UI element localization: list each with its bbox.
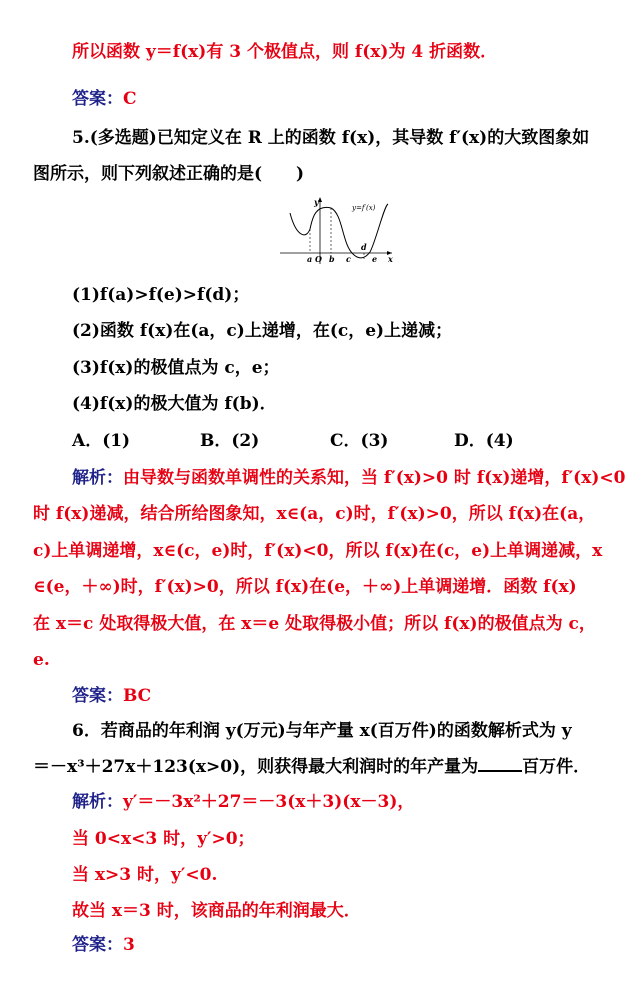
y-axis-label: y <box>314 197 319 207</box>
x-axis-label: x <box>388 254 393 264</box>
analysis-1-line4: ∈(e，＋∞)时，f′(x)>0，所以 f(x)在(e，＋∞)上单调递增．函数 f(x) <box>33 577 577 597</box>
analysis-label: 解析： <box>72 792 123 812</box>
answer-blank <box>478 754 522 772</box>
analysis-2-line1 <box>72 790 414 814</box>
analysis-1-line2: 时 f(x)递减，结合所给图象知，x∈(a，c)时，f′(x)>0，所以 f(x)在(a， <box>33 504 596 524</box>
q6-text: ＝－x³＋27x＋123(x>0)，则获得最大利润时的年产量为 <box>33 757 479 777</box>
point-b-label: b <box>329 254 335 264</box>
analysis-2-line4: 故当 x＝3 时，该商品的年利润最大． <box>72 901 361 921</box>
q5-line2: 图所示，则下列叙述正确的是( ) <box>33 164 305 184</box>
point-d-label: d <box>361 242 367 252</box>
analysis-1-line5: 在 x＝c 处取得极大值，在 x＝e 处取得极小值；所以 f(x)的极值点为 c， <box>33 614 596 634</box>
line-conclusion: 所以函数 y＝f(x)有 3 个极值点，则 f(x)为 4 折函数． <box>72 42 498 62</box>
point-a-label: a <box>307 254 313 264</box>
option-c: C．(3) <box>330 431 389 451</box>
analysis-1-line1 <box>72 466 625 490</box>
analysis-1-line3: c)上单调递增，x∈(c，e)时，f′(x)<0，所以 f(x)在(c，e)上单调递减，x <box>33 541 603 561</box>
answer-value: BC <box>123 686 152 706</box>
analysis-2-line3: 当 x>3 时，y′<0. <box>72 865 218 885</box>
q5-line1: 5.(多选题)已知定义在 R 上的函数 f(x)，其导数 f′(x)的大致图象如 <box>72 128 590 148</box>
q6-line1: 6．若商品的年利润 y(万元)与年产量 x(百万件)的函数解析式为 y <box>72 721 572 741</box>
q6-line2 <box>33 754 590 779</box>
answer-value: 3 <box>123 935 135 955</box>
answer-3 <box>72 933 135 957</box>
origin-label: O <box>315 254 322 264</box>
option-a: A．(1) <box>72 431 131 451</box>
point-e-label: e <box>372 254 378 264</box>
statement-2: (2)函数 f(x)在(a，c)上递增，在(c，e)上递减； <box>72 321 453 341</box>
q6-unit: 百万件． <box>522 757 591 777</box>
statement-1: (1)f(a)>f(e)>f(d)； <box>72 285 250 305</box>
statement-4: (4)f(x)的极大值为 f(b)． <box>72 394 277 414</box>
answer-label: 答案： <box>72 89 123 109</box>
option-d: D．(4) <box>454 431 514 451</box>
curve-label: y=f′(x) <box>352 204 376 212</box>
analysis-2-line2: 当 0<x<3 时，y′>0； <box>72 829 255 849</box>
answer-c <box>72 87 137 111</box>
analysis-1-line6: e. <box>33 650 50 670</box>
statement-3: (3)f(x)的极值点为 c，e； <box>72 358 280 378</box>
analysis-text: 由导数与函数单调性的关系知，当 f′(x)>0 时 f(x)递增，f′(x)<0 <box>123 468 626 488</box>
answer-label: 答案： <box>72 935 123 955</box>
answer-bc <box>72 684 151 708</box>
option-b: B．(2) <box>200 431 260 451</box>
point-c-label: c <box>346 254 351 264</box>
analysis-text: y′＝－3x²＋27＝－3(x＋3)(x－3)， <box>123 792 415 812</box>
answer-value: C <box>123 89 137 109</box>
answer-label: 答案： <box>72 686 123 706</box>
analysis-label: 解析： <box>72 468 123 488</box>
derivative-graph <box>280 196 394 266</box>
